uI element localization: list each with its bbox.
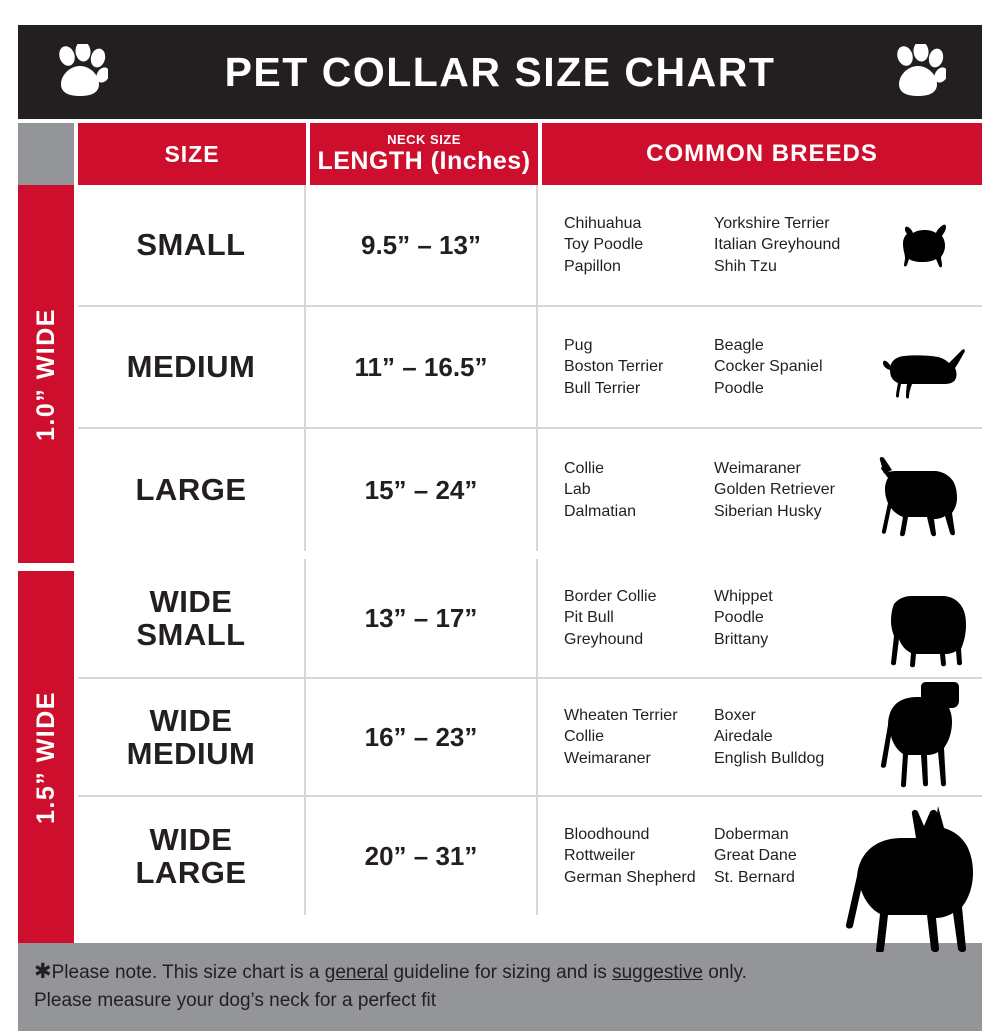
cell-length: 9.5” – 13” xyxy=(306,185,538,305)
table-row xyxy=(78,679,982,797)
breed-column-2 xyxy=(714,458,874,521)
asterisk-icon: ✱ xyxy=(34,960,52,983)
chart-header xyxy=(18,25,982,119)
breed-name: Doberman xyxy=(714,826,789,844)
breed-column-2 xyxy=(714,213,874,276)
breed-name: Greyhound xyxy=(564,630,644,648)
footer-text-a: Please note. This size chart is a xyxy=(51,962,325,983)
cell-length: 13” – 17” xyxy=(306,559,538,677)
footer-note xyxy=(18,943,982,1031)
cell-length: 20” – 31” xyxy=(306,797,538,915)
breed-column-1 xyxy=(564,824,714,887)
paw-print-icon xyxy=(892,44,946,100)
breed-name: Siberian Husky xyxy=(714,502,822,520)
cell-length: 15” – 24” xyxy=(306,429,538,551)
table-row xyxy=(78,429,982,551)
breed-column-1 xyxy=(564,586,714,649)
breed-column-2 xyxy=(714,705,874,768)
breed-name: Great Dane xyxy=(714,847,797,865)
pet-collar-size-chart xyxy=(18,25,982,1012)
breed-name: Shih Tzu xyxy=(714,257,777,275)
footer-underline-general: general xyxy=(324,962,389,983)
cell-breeds xyxy=(538,679,982,795)
breed-name: Rottweiler xyxy=(564,847,636,865)
cell-size: WIDE LARGE xyxy=(78,797,306,915)
breed-name: Dalmatian xyxy=(564,502,637,520)
group-label-1-0-wide: 1.0” WIDE xyxy=(18,185,74,563)
footer-line-2: Please measure your dog’s neck for a perfect fit xyxy=(34,990,437,1012)
breed-name: Papillon xyxy=(564,257,621,275)
cell-length: 11” – 16.5” xyxy=(306,307,538,427)
cell-breeds xyxy=(538,797,982,915)
group-divider xyxy=(78,551,982,559)
breed-name: Collie xyxy=(564,460,605,478)
table-rows xyxy=(78,185,982,943)
table-row xyxy=(78,797,982,915)
footer-text-b: guideline for sizing and is xyxy=(388,962,613,983)
footer-line-1 xyxy=(34,957,962,987)
breed-name: German Shepherd xyxy=(564,868,696,886)
breed-column-1 xyxy=(564,213,714,276)
page-title: PET COLLAR SIZE CHART xyxy=(224,48,776,95)
breed-name: Brittany xyxy=(714,630,769,648)
cell-size: WIDE MEDIUM xyxy=(78,679,306,795)
group-label-1-5-wide: 1.5” WIDE xyxy=(18,571,74,943)
breed-name: English Bulldog xyxy=(714,749,825,767)
breed-name: Airedale xyxy=(714,728,773,746)
large-dog-silhouette-icon xyxy=(872,448,980,545)
breed-name: Bull Terrier xyxy=(564,379,641,397)
bulldog-silhouette-icon xyxy=(878,584,974,675)
breed-name: Bloodhound xyxy=(564,826,650,844)
group-divider xyxy=(18,563,74,571)
column-header-size: SIZE xyxy=(78,123,306,185)
breed-name: Pit Bull xyxy=(564,609,614,627)
column-header-length xyxy=(310,123,538,185)
cell-breeds xyxy=(538,185,982,305)
breed-name: Border Collie xyxy=(564,588,657,606)
table-row xyxy=(78,559,982,679)
cell-size: LARGE xyxy=(78,429,306,551)
small-fluffy-dog-silhouette-icon xyxy=(892,214,968,281)
breed-name: Toy Poodle xyxy=(564,236,644,254)
breed-name: Yorkshire Terrier xyxy=(714,215,830,233)
breed-column-2 xyxy=(714,335,874,398)
breed-column-1 xyxy=(564,335,714,398)
breed-column-1 xyxy=(564,705,714,768)
breed-name: Beagle xyxy=(714,337,764,355)
footer-text-c: only. xyxy=(702,962,747,983)
breed-name: Weimaraner xyxy=(564,749,651,767)
breed-column-2 xyxy=(714,586,874,649)
breed-name: Golden Retriever xyxy=(714,481,835,499)
breed-name: Pug xyxy=(564,337,593,355)
breed-name: Italian Greyhound xyxy=(714,236,841,254)
breed-name: Lab xyxy=(564,481,591,499)
breed-name: Chihuahua xyxy=(564,215,642,233)
breed-name: Cocker Spaniel xyxy=(714,358,823,376)
doberman-silhouette-icon xyxy=(842,802,982,957)
cell-length: 16” – 23” xyxy=(306,679,538,795)
cell-size: WIDE SMALL xyxy=(78,559,306,677)
breed-name: St. Bernard xyxy=(714,868,795,886)
table-body xyxy=(18,185,982,943)
breed-name: Poodle xyxy=(714,609,764,627)
column-header-length-main: LENGTH (Inches) xyxy=(317,146,531,175)
table-row xyxy=(78,185,982,307)
table-row xyxy=(78,307,982,429)
column-header-length-sub: NECK SIZE xyxy=(387,131,461,147)
table-column-headers xyxy=(18,123,982,185)
footer-underline-suggestive: suggestive xyxy=(612,962,703,983)
breed-name: Boxer xyxy=(714,707,756,725)
cell-breeds xyxy=(538,559,982,677)
paw-print-icon xyxy=(54,44,108,100)
breed-name: Weimaraner xyxy=(714,460,801,478)
corner-spacer xyxy=(18,123,74,185)
cell-breeds xyxy=(538,429,982,551)
cell-size: MEDIUM xyxy=(78,307,306,427)
breed-name: Poodle xyxy=(714,379,764,397)
breed-name: Wheaten Terrier xyxy=(564,707,678,725)
cell-size: SMALL xyxy=(78,185,306,305)
boxer-silhouette-icon xyxy=(878,680,974,795)
breed-name: Collie xyxy=(564,728,605,746)
breed-name: Whippet xyxy=(714,588,773,606)
cell-breeds xyxy=(538,307,982,427)
breed-name: Boston Terrier xyxy=(564,358,664,376)
beagle-silhouette-icon xyxy=(882,340,974,411)
breed-column-1 xyxy=(564,458,714,521)
column-header-breeds: COMMON BREEDS xyxy=(542,123,982,185)
group-labels-column xyxy=(18,185,74,943)
